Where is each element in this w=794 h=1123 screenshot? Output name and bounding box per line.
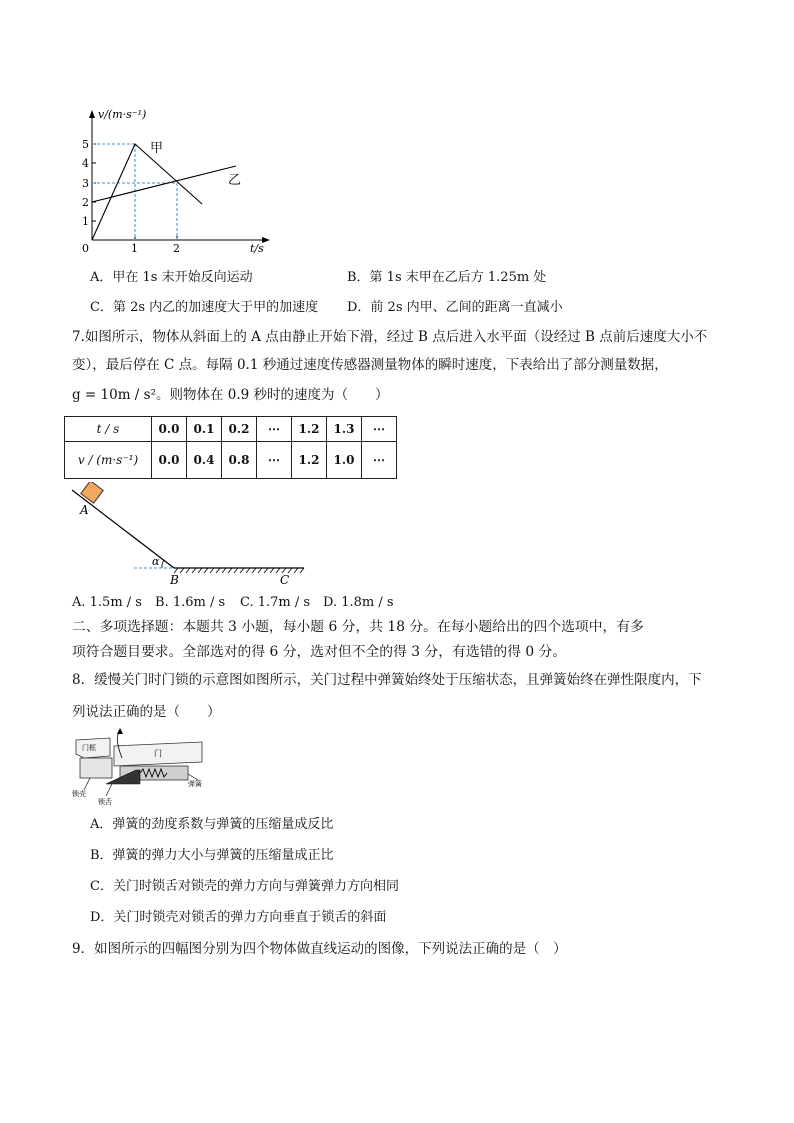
table-cell: 1.3 xyxy=(327,417,362,442)
y-tick-2: 2 xyxy=(82,196,89,209)
q9-stem-line1: 9．如图所示的四幅图分别为四个物体做直线运动的图像，下列说法正确的是（ ） xyxy=(72,941,567,957)
table-cell: ⋯ xyxy=(362,417,397,442)
table-cell: ⋯ xyxy=(257,417,292,442)
q7-stem-line3: g = 10m / s²。则物体在 0.9 秒时的速度为（ ） xyxy=(72,387,389,403)
y-tick-4: 4 xyxy=(82,157,89,170)
line-yi xyxy=(92,166,236,202)
table-cell: ⋯ xyxy=(362,442,397,479)
x-tick-1: 1 xyxy=(131,242,138,255)
table-cell: 0.0 xyxy=(152,442,187,479)
label-spring: 弹簧 xyxy=(188,780,202,788)
table-cell: 0.0 xyxy=(152,417,187,442)
label-c: C xyxy=(280,573,290,587)
table-header-v: v / (m·s⁻¹) xyxy=(65,442,152,479)
incline-figure xyxy=(62,482,312,590)
table-cell: ⋯ xyxy=(257,442,292,479)
x-tick-0: 0 xyxy=(82,242,89,255)
vt-graph xyxy=(70,100,280,260)
table-row xyxy=(65,442,397,479)
q8-option-a[interactable]: A．弹簧的劲度系数与弹簧的压缩量成反比 xyxy=(90,817,334,832)
section2-line2: 项符合题目要求。全部选对的得 6 分，选对但不全的得 3 分，有选错的得 0 分。 xyxy=(72,644,567,660)
y-tick-3: 3 xyxy=(82,177,89,190)
section2-line1: 二、多项选择题：本题共 3 小题，每小题 6 分，共 18 分。在每小题给出的四个选项中，有多 xyxy=(72,619,644,635)
label-door-frame: 门框 xyxy=(82,744,96,752)
line-jia xyxy=(92,144,202,240)
x-axis-label: t/s xyxy=(250,242,264,255)
q7-stem-line1: 7.如图所示，物体从斜面上的 A 点由静止开始下滑，经过 B 点后进入水平面（设经过 B 点前后速度大小不 xyxy=(72,329,708,345)
label-lock-tongue: 锁舌 xyxy=(98,798,112,806)
y-axis-label: v/(m·s⁻¹) xyxy=(98,108,147,121)
q6-option-a[interactable]: A．甲在 1s 末开始反向运动 xyxy=(90,270,253,285)
q7-data-table xyxy=(64,416,397,479)
label-alpha: α xyxy=(152,555,160,568)
door-lock-figure xyxy=(70,728,210,806)
q6-option-c[interactable]: C．第 2s 内乙的加速度大于甲的加速度 xyxy=(90,300,319,315)
y-tick-1: 1 xyxy=(82,215,89,228)
table-header-t: t / s xyxy=(65,417,152,442)
table-cell: 0.4 xyxy=(187,442,222,479)
table-cell: 1.0 xyxy=(327,442,362,479)
q6-option-d[interactable]: D．前 2s 内甲、乙间的距离一直减小 xyxy=(347,300,563,315)
q8-option-b[interactable]: B．弹簧的弹力大小与弹簧的压缩量成正比 xyxy=(90,848,334,863)
q8-stem-line1: 8．缓慢关门时门锁的示意图如图所示，关门过程中弹簧始终处于压缩状态，且弹簧始终在弹性限度内，下 xyxy=(72,672,702,688)
q7-option-d[interactable]: D. 1.8m / s xyxy=(323,595,394,610)
label-a: A xyxy=(80,503,89,517)
angle-arc xyxy=(162,560,164,568)
table-cell: 1.2 xyxy=(292,417,327,442)
q6-option-b[interactable]: B．第 1s 末甲在乙后方 1.25m 处 xyxy=(347,270,547,285)
q7-stem-line2: 变），最后停在 C 点。每隔 0.1 秒通过速度传感器测量物体的瞬时速度，下表给出了部分测量数据， xyxy=(72,357,668,373)
q8-stem-line2: 列说法正确的是（ ） xyxy=(72,704,221,720)
q8-option-c[interactable]: C．关门时锁舌对锁壳的弹力方向与弹簧弹力方向相同 xyxy=(90,879,399,894)
table-cell: 0.2 xyxy=(222,417,257,442)
q7-option-c[interactable]: C. 1.7m / s xyxy=(240,595,311,610)
table-row xyxy=(65,417,397,442)
lock-shell xyxy=(80,758,112,778)
label-yi: 乙 xyxy=(228,173,242,188)
label-jia: 甲 xyxy=(150,141,164,156)
q8-option-d[interactable]: D．关门时锁壳对锁舌的弹力方向垂直于锁舌的斜面 xyxy=(90,910,387,925)
label-lock-shell: 锁壳 xyxy=(72,790,86,798)
table-cell: 0.1 xyxy=(187,417,222,442)
label-b: B xyxy=(170,573,179,587)
x-tick-2: 2 xyxy=(173,242,180,255)
y-axis-arrow xyxy=(89,110,95,118)
table-cell: 0.8 xyxy=(222,442,257,479)
q7-option-b[interactable]: B. 1.6m / s xyxy=(155,595,226,610)
table-cell: 1.2 xyxy=(292,442,327,479)
label-door: 门 xyxy=(154,749,162,758)
y-tick-5: 5 xyxy=(82,138,89,151)
q7-option-a[interactable]: A. 1.5m / s xyxy=(72,595,142,610)
